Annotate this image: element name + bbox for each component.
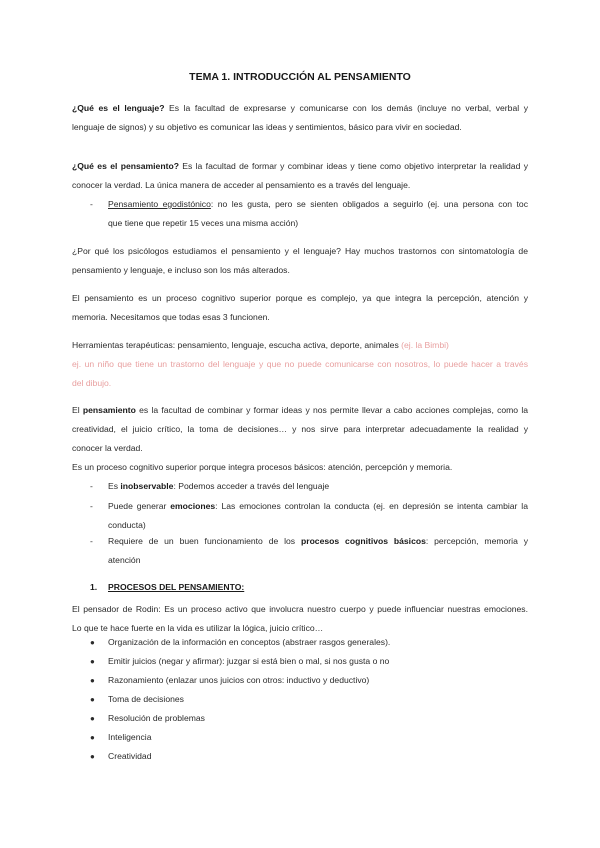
- text-line: : percepción, memoria y: [425, 536, 529, 546]
- text-line: es la facultad de combinar y formar ideas y nos permite llevar a cabo acciones complejas, como la: [135, 405, 529, 415]
- bullet-text: Creatividad: [108, 751, 152, 761]
- dash-marker: -: [90, 199, 93, 209]
- dash-marker: -: [90, 536, 93, 546]
- bullet-text: Emitir juicios (negar y afirmar): juzgar si está bien o mal, si nos gusta o no: [108, 656, 390, 666]
- paragraph-lenguaje: [72, 99, 528, 137]
- text-line: conocer la verdad.: [72, 443, 143, 453]
- text-line: Es: [108, 481, 121, 491]
- paragraph-definicion: [72, 401, 528, 477]
- bullet-icon: ●: [90, 676, 95, 685]
- bullet-item: [72, 709, 528, 728]
- question-lenguaje: ¿Qué es el lenguaje?: [72, 103, 165, 113]
- text-line: Herramientas terapéuticas: pensamiento, lenguaje, escucha activa, deporte, animales: [72, 340, 399, 350]
- text-line: Lo que te hace fuerte en la vida es utilizar la lógica, juicio crítico…: [72, 623, 324, 633]
- bullet-item: [72, 671, 528, 690]
- bullet-icon: ●: [90, 733, 95, 742]
- text-line: Puede generar: [108, 501, 171, 511]
- text-line: : Podemos acceder a través del lenguaje: [173, 481, 330, 491]
- note-pink: (ej. la Bimbi): [398, 340, 449, 350]
- dash-marker: -: [90, 481, 93, 491]
- paragraph-herramientas: [72, 336, 528, 393]
- text-line: Es la facultad de expresarse y comunicarse con los demás (incluye no verbal, verbal y: [164, 103, 528, 113]
- bullet-icon: ●: [90, 714, 95, 723]
- bullet-item: [72, 747, 528, 766]
- text-line: atención: [108, 555, 141, 565]
- text-line: conocer la verdad. La única manera de acceder al pensamiento es a través del lenguaje.: [72, 180, 411, 190]
- text-line: conducta): [108, 520, 146, 530]
- text-line: Es la facultad de formar y combinar ideas y tiene como objetivo interpretar la realidad y: [178, 161, 529, 171]
- paragraph-proceso-superior: [72, 289, 528, 327]
- text-line: : Las emociones controlan la conducta (ej. en depresión se intenta cambiar la: [215, 501, 528, 511]
- bullet-text: Razonamiento (enlazar unos juicios con otros: inductivo y deductivo): [108, 675, 370, 685]
- section-title: PROCESOS DEL PENSAMIENTO:: [108, 582, 245, 592]
- bullet-item: [72, 633, 528, 652]
- bullet-text: Inteligencia: [108, 732, 152, 742]
- bullet-text: Organización de la información en conceptos (abstraer rasgos generales).: [108, 637, 391, 647]
- dash-marker: -: [90, 501, 93, 511]
- term-emociones: emociones: [170, 501, 216, 511]
- bullet-item: [72, 690, 528, 709]
- bullet-item: [72, 652, 528, 671]
- term-pensamiento: pensamiento: [82, 405, 136, 415]
- text-line: Es un proceso cognitivo superior porque integra procesos básicos: atención, percepción y memoria.: [72, 462, 453, 472]
- term-inobservable: inobservable: [120, 481, 174, 491]
- page-title: TEMA 1. INTRODUCCIÓN AL PENSAMIENTO: [189, 71, 411, 83]
- text-line: creatividad, el juicio crítico, la toma de decisiones… y nos sirve para interpretar adecuadamente la realidad y: [72, 424, 528, 434]
- text-line: pensamiento y lenguaje, e incluso son los más alterados.: [72, 265, 290, 275]
- bullet-icon: ●: [90, 695, 95, 704]
- bullet-icon: ●: [90, 752, 95, 761]
- section-heading: [90, 578, 244, 597]
- term-egodistonico: Pensamiento egodistónico: [108, 199, 211, 209]
- text-line: El pensador de Rodin: Es un proceso activo que involucra nuestro cuerpo y puede influenciar nuestras emociones.: [72, 604, 528, 614]
- paragraph-pensamiento: [72, 157, 528, 195]
- bullet-text: Resolución de problemas: [108, 713, 205, 723]
- bullet-text: Toma de decisiones: [108, 694, 184, 704]
- bullet-item: [72, 728, 528, 747]
- sub-item-egodistonico: [72, 195, 528, 233]
- bullet-icon: ●: [90, 638, 95, 647]
- paragraph-psicologos: [72, 242, 528, 280]
- text-line: ¿Por qué los psicólogos estudiamos el pensamiento y el lenguaje? Hay muchos trastornos con sintomatología de: [72, 246, 528, 256]
- list-item: [72, 532, 528, 570]
- bullet-icon: ●: [90, 657, 95, 666]
- text-line: Requiere de un buen funcionamiento de los: [108, 536, 301, 546]
- term-procesos-basicos: procesos cognitivos básicos: [300, 536, 426, 546]
- text-line: lenguaje de signos) y su objetivo es comunicar las ideas y sentimientos, básico para vivir en sociedad.: [72, 122, 462, 132]
- text-line: El: [72, 405, 83, 415]
- text-line: : no les gusta, pero se sienten obligados a seguirlo (ej. una persona con toc: [210, 199, 529, 209]
- text-line: El pensamiento es un proceso cognitivo superior porque es complejo, ya que integra la percepción, atención y: [72, 293, 528, 303]
- question-pensamiento: ¿Qué es el pensamiento?: [72, 161, 179, 171]
- list-item: [72, 497, 528, 535]
- text-line: memoria. Necesitamos que todas esas 3 funcionen.: [72, 312, 270, 322]
- list-item: [72, 477, 528, 496]
- note-pink: ej. un niño que tiene un trastorno del lenguaje y que no puede comunicarse con nosotros, lo puede hacer a través: [72, 359, 528, 369]
- note-pink: del dibujo.: [72, 378, 112, 388]
- text-line: que tiene que repetir 15 veces una misma acción): [108, 218, 299, 228]
- section-number: 1.: [90, 582, 98, 592]
